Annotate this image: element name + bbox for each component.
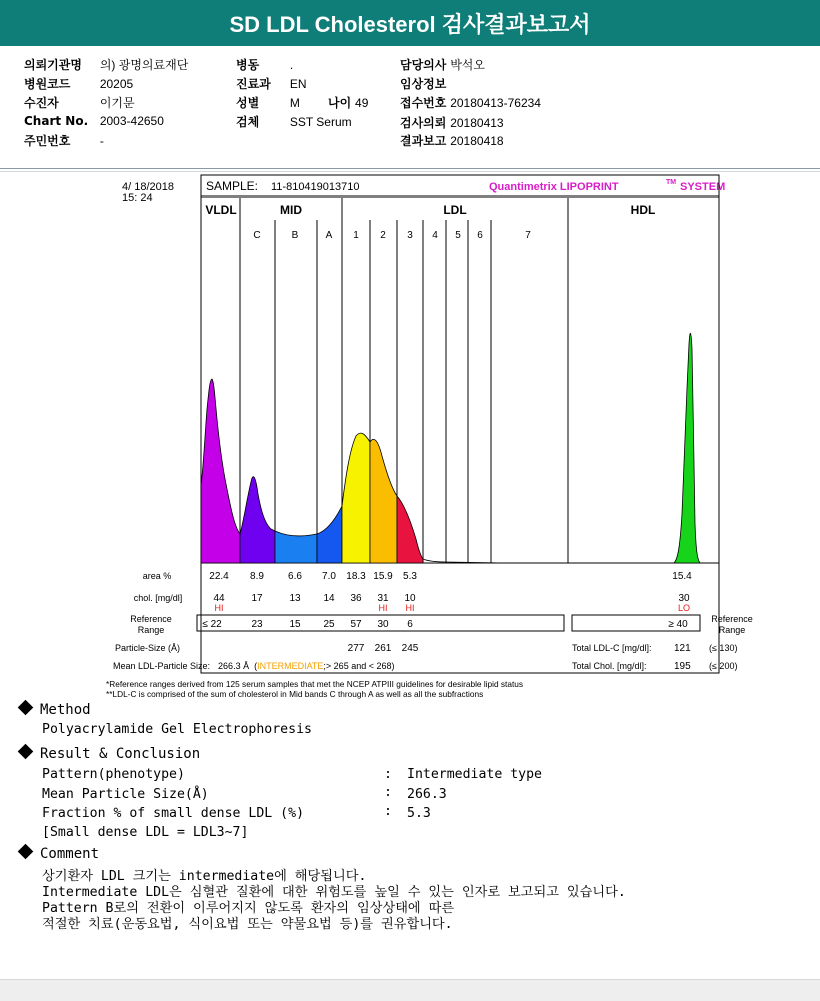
peak-ldl1 bbox=[342, 433, 370, 563]
patient-info-header bbox=[0, 46, 820, 166]
ref-label-left-1: Reference bbox=[130, 614, 172, 624]
header-divider bbox=[0, 168, 820, 169]
area-ldl2: 15.9 bbox=[373, 571, 393, 582]
footer-bar bbox=[0, 979, 820, 1001]
report-time: 15: 24 bbox=[122, 192, 153, 204]
peak-ldl2 bbox=[370, 439, 397, 563]
ref-vldl: ≤ 22 bbox=[202, 619, 222, 630]
peak-band-b bbox=[275, 531, 317, 563]
area-hdl: 15.4 bbox=[672, 571, 692, 582]
result-value-mean-size: 266.3 bbox=[407, 787, 447, 802]
result-label-fraction: Fraction % of small dense LDL (%) bbox=[42, 806, 305, 821]
area-a: 7.0 bbox=[322, 571, 336, 582]
brand-system: SYSTEM bbox=[680, 181, 726, 193]
result-label-pattern: Pattern(phenotype) bbox=[42, 767, 185, 782]
method-text: Polyacrylamide Gel Electrophoresis bbox=[42, 722, 312, 737]
peak-vldl bbox=[201, 379, 240, 563]
band-label-2: 2 bbox=[380, 230, 386, 241]
mean-size-range: ;> 265 and < 268) bbox=[323, 661, 395, 671]
mean-size-paren: ( bbox=[254, 661, 258, 671]
ref-label-left-2: Range bbox=[137, 625, 165, 635]
band-label-5: 5 bbox=[455, 230, 461, 241]
chol-b: 13 bbox=[289, 593, 301, 604]
total-ldl-value: 121 bbox=[674, 643, 691, 654]
footnote-1: *Reference ranges derived from 125 serum samples that met the NCEP ATPIII guidelines for desirable lipid status bbox=[106, 679, 524, 689]
ref-label-right-1: Reference bbox=[711, 614, 753, 624]
peak-band-c bbox=[240, 477, 275, 563]
chol-row-label: chol. [mg/dl] bbox=[133, 593, 183, 603]
field-department: 진료과 EN bbox=[236, 77, 307, 91]
diamond-bullet-icon bbox=[18, 700, 34, 716]
results-table bbox=[106, 571, 753, 699]
report-date: 4/ 18/2018 bbox=[122, 181, 174, 193]
ref-hdl: ≥ 40 bbox=[668, 619, 688, 630]
chol-ldl1: 36 bbox=[350, 593, 362, 604]
band-label-3: 3 bbox=[407, 230, 413, 241]
lipoprint-report bbox=[106, 174, 753, 699]
ref-ldl2: 30 bbox=[377, 619, 389, 630]
chol-a: 14 bbox=[323, 593, 335, 604]
result-label-mean-size: Mean Particle Size(Å) bbox=[42, 787, 209, 802]
comment-line-4: 적절한 치료(운동요법, 식이요법 또는 약물요법 등)를 권유합니다. bbox=[42, 917, 453, 932]
chol-vldl: 44 bbox=[213, 593, 225, 604]
peak-band-a bbox=[317, 506, 342, 563]
group-label-vldl: VLDL bbox=[205, 203, 237, 217]
particle-size-ldl3: 245 bbox=[401, 643, 419, 654]
ref-ldl3: 6 bbox=[407, 619, 413, 630]
diamond-bullet-icon bbox=[18, 744, 34, 760]
area-row-label: area % bbox=[142, 571, 172, 581]
comment-line-2: Intermediate LDL은 심혈관 질환에 대한 위험도를 높일 수 있는 인자로 보고되고 있습니다. bbox=[42, 885, 626, 900]
diamond-bullet-icon bbox=[18, 844, 34, 860]
total-chol-label: Total Chol. [mg/dl]: bbox=[572, 661, 647, 671]
mean-size-label: Mean LDL-Particle Size: bbox=[113, 661, 211, 671]
flag-vldl-hi: HI bbox=[214, 603, 224, 613]
baseline-tail-ldl bbox=[423, 559, 506, 563]
chol-c: 17 bbox=[251, 593, 263, 604]
field-clinical-info: 임상정보 bbox=[400, 77, 447, 91]
flag-ldl2-hi: HI bbox=[378, 603, 388, 613]
group-label-mid: MID bbox=[280, 203, 302, 217]
peak-ldl3 bbox=[397, 496, 423, 563]
band-label-7: 7 bbox=[525, 230, 531, 241]
brand-tm: TM bbox=[666, 179, 677, 186]
field-age: 나이 49 bbox=[328, 96, 369, 110]
total-chol-ref: (≤ 200) bbox=[709, 661, 738, 671]
method-heading: Method bbox=[20, 702, 91, 718]
result-note: [Small dense LDL = LDL3~7] bbox=[42, 825, 249, 840]
band-label-6: 6 bbox=[477, 230, 483, 241]
area-c: 8.9 bbox=[250, 571, 264, 582]
report-frame bbox=[201, 175, 719, 673]
mean-size-line bbox=[113, 661, 394, 671]
area-vldl: 22.4 bbox=[209, 571, 229, 582]
group-label-hdl: HDL bbox=[630, 203, 656, 217]
total-ldl-ref: (≤ 130) bbox=[709, 643, 738, 653]
area-ldl3: 5.3 bbox=[403, 571, 417, 582]
field-receipt-number: 접수번호 20180413-76234 bbox=[400, 96, 541, 110]
field-result-report-date: 결과보고 20180418 bbox=[400, 134, 504, 148]
field-hospital-code: 병원코드 20205 bbox=[24, 77, 134, 91]
chol-ldl3: 10 bbox=[404, 593, 416, 604]
comment-heading: Comment bbox=[20, 846, 99, 862]
band-label-b: B bbox=[291, 230, 299, 241]
report-title: SD LDL Cholesterol 검사결과보고서 bbox=[0, 0, 820, 46]
field-physician: 담당의사 박석오 bbox=[400, 58, 485, 72]
result-colon-pattern: : bbox=[384, 767, 392, 782]
ref-b: 15 bbox=[289, 619, 301, 630]
field-test-request-date: 검사의뢰 20180413 bbox=[400, 116, 504, 130]
band-label-a: A bbox=[325, 230, 333, 241]
electropherogram-plot bbox=[201, 198, 719, 563]
comment-line-3: Pattern B로의 전환이 이루어지지 않도록 환자의 임상상태에 따른 bbox=[42, 901, 455, 916]
brand-name: Quantimetrix LIPOPRINT bbox=[489, 181, 619, 193]
chol-ldl2: 31 bbox=[377, 593, 389, 604]
ref-c: 23 bbox=[251, 619, 263, 630]
flag-hdl-lo: LO bbox=[677, 603, 691, 613]
ref-label-right-2: Range bbox=[718, 625, 746, 635]
result-value-fraction: 5.3 bbox=[407, 806, 431, 821]
result-value-pattern: Intermediate type bbox=[407, 767, 542, 782]
field-resident-number: 주민번호 - bbox=[24, 134, 104, 148]
field-sex: 성별 M bbox=[236, 96, 300, 110]
result-colon-fraction: : bbox=[384, 804, 392, 819]
total-chol-value: 195 bbox=[674, 661, 691, 672]
field-ward: 병동 . bbox=[236, 58, 294, 72]
particle-size-ldl2: 261 bbox=[374, 643, 392, 654]
mean-size-type: INTERMEDIATE bbox=[257, 661, 324, 671]
result-heading: Result & Conclusion bbox=[20, 746, 200, 762]
ref-ldl1: 57 bbox=[350, 619, 362, 630]
band-label-c: C bbox=[253, 230, 261, 241]
result-colon-mean-size: : bbox=[384, 785, 392, 800]
sample-label: SAMPLE: bbox=[206, 179, 259, 193]
field-requesting-institution: 의뢰기관명 의) 광명의료재단 bbox=[24, 58, 189, 72]
ref-a: 25 bbox=[323, 619, 335, 630]
comment-line-1: 상기환자 LDL 크기는 intermediate에 해당됩니다. bbox=[42, 869, 367, 884]
band-label-4: 4 bbox=[432, 230, 438, 241]
group-label-ldl: LDL bbox=[443, 203, 467, 217]
peak-hdl bbox=[674, 333, 700, 563]
mean-size-value: 266.3 Å bbox=[218, 661, 250, 671]
field-specimen: 검체 SST Serum bbox=[236, 115, 352, 129]
area-b: 6.6 bbox=[288, 571, 302, 582]
chol-hdl: 30 bbox=[678, 593, 690, 604]
flag-ldl3-hi: HI bbox=[405, 603, 415, 613]
field-chart-no: Chart No. 2003-42650 bbox=[24, 114, 164, 128]
particle-size-ldl1: 277 bbox=[347, 643, 365, 654]
sample-id: 11-810419013710 bbox=[271, 181, 360, 193]
header-divider-secondary bbox=[0, 171, 820, 172]
footnote-2: **LDL-C is comprised of the sum of cholesterol in Mid bands C through A as well as all the subfractions bbox=[106, 689, 484, 699]
total-ldl-label: Total LDL-C [mg/dl]: bbox=[572, 643, 652, 653]
band-label-1: 1 bbox=[353, 230, 359, 241]
field-patient-name: 수진자 이기문 bbox=[24, 96, 135, 110]
particle-size-label: Particle-Size (Å) bbox=[115, 643, 181, 653]
area-ldl1: 18.3 bbox=[346, 571, 366, 582]
